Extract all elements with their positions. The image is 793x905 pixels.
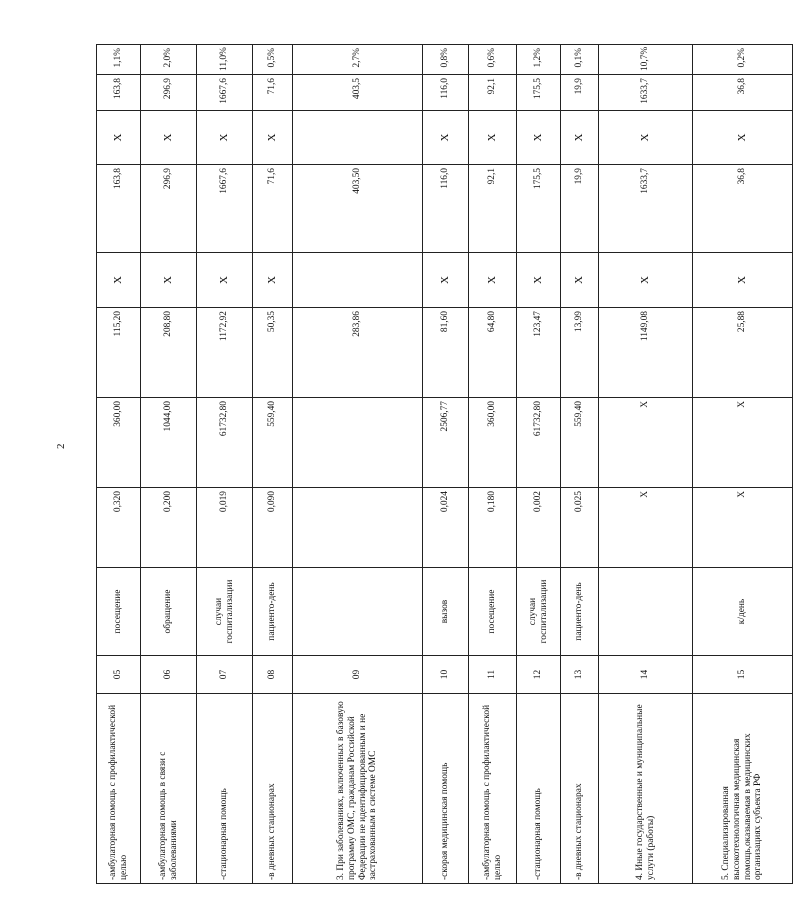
row-unit: пациенто-день	[561, 568, 599, 656]
table-row	[469, 45, 517, 884]
row-total-a: 403,50	[293, 165, 423, 253]
row-x1: X	[561, 253, 599, 308]
row-x1: X	[469, 253, 517, 308]
row-per-capita: 81,60	[423, 308, 469, 398]
row-cost: 360,00	[97, 398, 141, 488]
row-name: -амбулаторная помощь с профилактической целью	[97, 694, 141, 884]
row-percent: 0,2%	[693, 45, 793, 75]
row-norm: X	[599, 488, 693, 568]
row-total-a: 1667,6	[197, 165, 253, 253]
row-cost: 61732,80	[517, 398, 561, 488]
row-x1: X	[253, 253, 293, 308]
row-name: -амбулаторная помощь с профилактической целью	[469, 694, 517, 884]
row-code: 13	[561, 656, 599, 694]
row-per-capita: 123,47	[517, 308, 561, 398]
table-row	[97, 45, 141, 884]
row-unit	[293, 568, 423, 656]
row-x2: X	[693, 111, 793, 165]
table-row	[599, 45, 693, 884]
table-row	[561, 45, 599, 884]
row-total-b: 296,9	[141, 75, 197, 111]
row-cost: 2506,77	[423, 398, 469, 488]
row-total-a: 36,8	[693, 165, 793, 253]
row-code: 10	[423, 656, 469, 694]
row-code: 14	[599, 656, 693, 694]
row-name: -скорая медицинская помощь	[423, 694, 469, 884]
row-total-a: 71,6	[253, 165, 293, 253]
row-cost: 360,00	[469, 398, 517, 488]
row-cost: 1044,00	[141, 398, 197, 488]
row-percent: 0,8%	[423, 45, 469, 75]
row-x1	[293, 253, 423, 308]
row-per-capita: 208,80	[141, 308, 197, 398]
row-x2: X	[423, 111, 469, 165]
row-name: -в дневных стационарах	[561, 694, 599, 884]
row-per-capita: 13,99	[561, 308, 599, 398]
row-x1: X	[693, 253, 793, 308]
row-x2: X	[599, 111, 693, 165]
table-row	[141, 45, 197, 884]
row-total-b: 92,1	[469, 75, 517, 111]
row-total-a: 163,8	[97, 165, 141, 253]
row-code: 07	[197, 656, 253, 694]
row-total-a: 175,5	[517, 165, 561, 253]
row-norm: X	[693, 488, 793, 568]
row-norm: 0,200	[141, 488, 197, 568]
row-total-b: 116,0	[423, 75, 469, 111]
row-total-b: 36,8	[693, 75, 793, 111]
row-per-capita: 50,35	[253, 308, 293, 398]
row-x2: X	[253, 111, 293, 165]
row-x1: X	[517, 253, 561, 308]
row-unit: посещение	[469, 568, 517, 656]
row-x2: X	[97, 111, 141, 165]
row-name: 5. Специализированная высокотехнологичная медицинская помощь,оказываемая в медицинских организациях субъекта РФ	[693, 694, 793, 884]
row-percent: 2,7%	[293, 45, 423, 75]
row-total-a: 1633,7	[599, 165, 693, 253]
row-norm	[293, 488, 423, 568]
row-total-b: 19,9	[561, 75, 599, 111]
row-x2: X	[517, 111, 561, 165]
row-code: 05	[97, 656, 141, 694]
row-cost: X	[599, 398, 693, 488]
row-per-capita: 115,20	[97, 308, 141, 398]
table-body	[97, 45, 793, 884]
row-total-b: 1633,7	[599, 75, 693, 111]
row-norm: 0,025	[561, 488, 599, 568]
table-row	[423, 45, 469, 884]
row-percent: 0,6%	[469, 45, 517, 75]
table-row	[197, 45, 253, 884]
row-unit: пациенто-день	[253, 568, 293, 656]
table-row	[517, 45, 561, 884]
row-x2	[293, 111, 423, 165]
row-code: 12	[517, 656, 561, 694]
row-x1: X	[599, 253, 693, 308]
row-name: -в дневных стационарах	[253, 694, 293, 884]
row-x1: X	[141, 253, 197, 308]
row-name: -стационарная помощь	[517, 694, 561, 884]
row-x2: X	[197, 111, 253, 165]
row-total-a: 296,9	[141, 165, 197, 253]
row-cost: 559,40	[253, 398, 293, 488]
row-total-b: 163,8	[97, 75, 141, 111]
row-percent: 0,5%	[253, 45, 293, 75]
row-norm: 0,024	[423, 488, 469, 568]
row-unit: посещение	[97, 568, 141, 656]
row-percent: 0,1%	[561, 45, 599, 75]
row-unit: случаи госпитализации	[517, 568, 561, 656]
row-per-capita: 64,80	[469, 308, 517, 398]
row-code: 09	[293, 656, 423, 694]
row-norm: 0,180	[469, 488, 517, 568]
row-unit: обращение	[141, 568, 197, 656]
row-percent: 2,0%	[141, 45, 197, 75]
row-x1: X	[97, 253, 141, 308]
row-x2: X	[469, 111, 517, 165]
row-percent: 11,0%	[197, 45, 253, 75]
row-total-b: 403,5	[293, 75, 423, 111]
row-per-capita: 1172,92	[197, 308, 253, 398]
row-cost: 61732,80	[197, 398, 253, 488]
row-percent: 1,1%	[97, 45, 141, 75]
row-cost	[293, 398, 423, 488]
row-unit: случаи госпитализации	[197, 568, 253, 656]
row-norm: 0,019	[197, 488, 253, 568]
row-percent: 10,7%	[599, 45, 693, 75]
row-name: -стационарная помощь	[197, 694, 253, 884]
row-per-capita: 1149,08	[599, 308, 693, 398]
row-total-b: 175,5	[517, 75, 561, 111]
row-percent: 1,2%	[517, 45, 561, 75]
row-norm: 0,002	[517, 488, 561, 568]
row-norm: 0,090	[253, 488, 293, 568]
row-code: 15	[693, 656, 793, 694]
row-cost: X	[693, 398, 793, 488]
row-name: 3. При заболеваниях, включенных в базовую программу ОМС, гражданам Российской Федерации не идентифицированным и не застрахованным в системе ОМС	[293, 694, 423, 884]
row-name: 4. Иные государственные и муниципальные услуги (работы)	[599, 694, 693, 884]
row-total-b: 1667,6	[197, 75, 253, 111]
row-unit	[599, 568, 693, 656]
row-x2: X	[141, 111, 197, 165]
row-total-b: 71,6	[253, 75, 293, 111]
row-x1: X	[423, 253, 469, 308]
row-norm: 0,320	[97, 488, 141, 568]
row-x2: X	[561, 111, 599, 165]
row-total-a: 92,1	[469, 165, 517, 253]
table-row	[293, 45, 423, 884]
row-per-capita: 25,88	[693, 308, 793, 398]
row-unit: к/день	[693, 568, 793, 656]
row-per-capita: 283,86	[293, 308, 423, 398]
row-cost: 559,40	[561, 398, 599, 488]
row-total-a: 116,0	[423, 165, 469, 253]
table-row	[253, 45, 293, 884]
rotated-table-container	[96, 46, 764, 884]
row-unit: вызов	[423, 568, 469, 656]
row-name: -амбулаторная помощь в связи с заболеваниями	[141, 694, 197, 884]
table-row	[693, 45, 793, 884]
row-code: 06	[141, 656, 197, 694]
row-total-a: 19,9	[561, 165, 599, 253]
page-number: 2	[55, 443, 67, 449]
cost-table	[96, 44, 793, 884]
row-code: 11	[469, 656, 517, 694]
row-code: 08	[253, 656, 293, 694]
row-x1: X	[197, 253, 253, 308]
